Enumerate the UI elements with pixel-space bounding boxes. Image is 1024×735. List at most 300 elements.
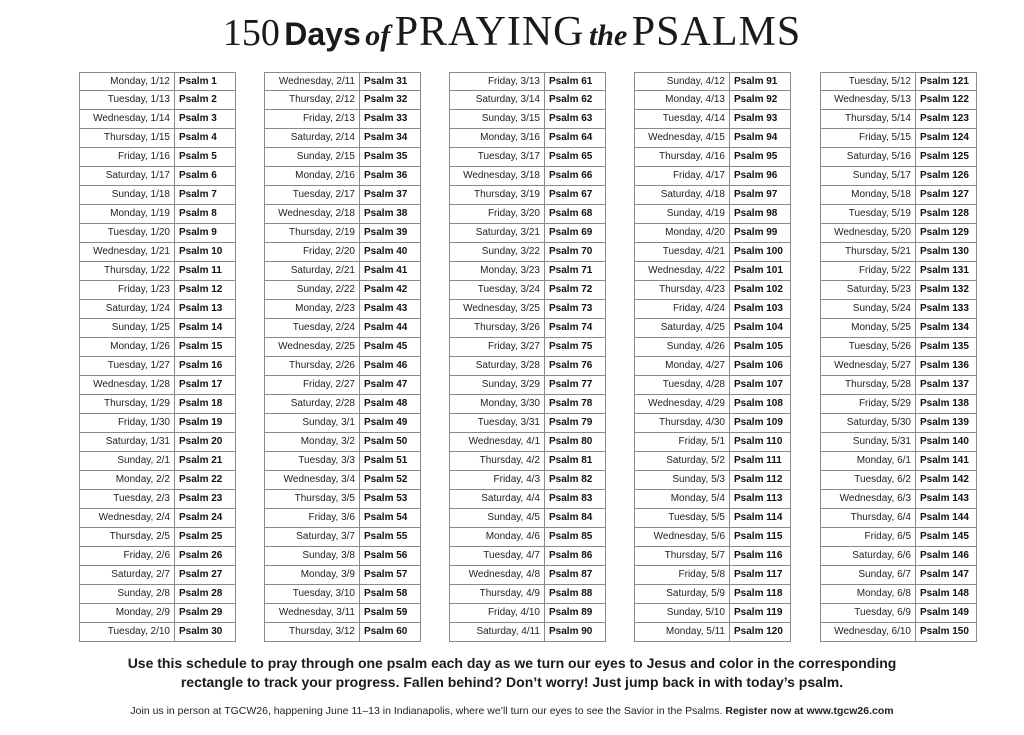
schedule-row[interactable] [820, 490, 977, 509]
schedule-row[interactable] [634, 509, 791, 528]
schedule-row[interactable] [820, 604, 977, 623]
psalm-cell[interactable]: Psalm 69 [544, 224, 606, 243]
psalm-cell[interactable]: Psalm 50 [359, 433, 421, 452]
psalm-cell[interactable]: Psalm 124 [915, 129, 977, 148]
schedule-row[interactable] [634, 376, 791, 395]
psalm-cell[interactable]: Psalm 83 [544, 490, 606, 509]
psalm-cell[interactable]: Psalm 51 [359, 452, 421, 471]
schedule-row[interactable] [449, 452, 606, 471]
psalm-cell[interactable]: Psalm 19 [174, 414, 236, 433]
schedule-row[interactable] [264, 585, 421, 604]
schedule-row[interactable] [264, 490, 421, 509]
schedule-row[interactable] [820, 91, 977, 110]
schedule-row[interactable] [79, 262, 236, 281]
schedule-row[interactable] [820, 167, 977, 186]
schedule-row[interactable] [264, 566, 421, 585]
schedule-row[interactable] [264, 395, 421, 414]
schedule-row[interactable] [79, 471, 236, 490]
psalm-cell[interactable]: Psalm 74 [544, 319, 606, 338]
schedule-row[interactable] [634, 243, 791, 262]
psalm-cell[interactable]: Psalm 20 [174, 433, 236, 452]
psalm-cell[interactable]: Psalm 70 [544, 243, 606, 262]
psalm-cell[interactable]: Psalm 45 [359, 338, 421, 357]
schedule-row[interactable] [449, 623, 606, 642]
psalm-cell[interactable]: Psalm 117 [729, 566, 791, 585]
psalm-cell[interactable]: Psalm 123 [915, 110, 977, 129]
psalm-cell[interactable]: Psalm 66 [544, 167, 606, 186]
psalm-cell[interactable]: Psalm 75 [544, 338, 606, 357]
schedule-row[interactable] [820, 148, 977, 167]
schedule-row[interactable] [449, 490, 606, 509]
psalm-cell[interactable]: Psalm 40 [359, 243, 421, 262]
schedule-row[interactable] [820, 585, 977, 604]
psalm-cell[interactable]: Psalm 60 [359, 623, 421, 642]
schedule-row[interactable] [79, 167, 236, 186]
psalm-cell[interactable]: Psalm 128 [915, 205, 977, 224]
schedule-row[interactable] [820, 72, 977, 91]
schedule-row[interactable] [79, 433, 236, 452]
schedule-row[interactable] [820, 281, 977, 300]
psalm-cell[interactable]: Psalm 32 [359, 91, 421, 110]
psalm-cell[interactable]: Psalm 57 [359, 566, 421, 585]
schedule-row[interactable] [634, 452, 791, 471]
psalm-cell[interactable]: Psalm 28 [174, 585, 236, 604]
schedule-row[interactable] [634, 148, 791, 167]
schedule-row[interactable] [820, 129, 977, 148]
psalm-cell[interactable]: Psalm 76 [544, 357, 606, 376]
psalm-cell[interactable]: Psalm 129 [915, 224, 977, 243]
psalm-cell[interactable]: Psalm 131 [915, 262, 977, 281]
schedule-row[interactable] [449, 72, 606, 91]
schedule-row[interactable] [820, 566, 977, 585]
psalm-cell[interactable]: Psalm 7 [174, 186, 236, 205]
schedule-row[interactable] [449, 224, 606, 243]
psalm-cell[interactable]: Psalm 42 [359, 281, 421, 300]
psalm-cell[interactable]: Psalm 80 [544, 433, 606, 452]
psalm-cell[interactable]: Psalm 126 [915, 167, 977, 186]
schedule-row[interactable] [79, 509, 236, 528]
psalm-cell[interactable]: Psalm 77 [544, 376, 606, 395]
psalm-cell[interactable]: Psalm 101 [729, 262, 791, 281]
psalm-cell[interactable]: Psalm 135 [915, 338, 977, 357]
schedule-row[interactable] [79, 528, 236, 547]
schedule-row[interactable] [264, 547, 421, 566]
psalm-cell[interactable]: Psalm 14 [174, 319, 236, 338]
schedule-row[interactable] [79, 395, 236, 414]
psalm-cell[interactable]: Psalm 103 [729, 300, 791, 319]
psalm-cell[interactable]: Psalm 140 [915, 433, 977, 452]
psalm-cell[interactable]: Psalm 68 [544, 205, 606, 224]
psalm-cell[interactable]: Psalm 114 [729, 509, 791, 528]
psalm-cell[interactable]: Psalm 6 [174, 167, 236, 186]
schedule-row[interactable] [634, 110, 791, 129]
psalm-cell[interactable]: Psalm 118 [729, 585, 791, 604]
schedule-row[interactable] [79, 281, 236, 300]
schedule-row[interactable] [264, 281, 421, 300]
psalm-cell[interactable]: Psalm 58 [359, 585, 421, 604]
schedule-row[interactable] [449, 395, 606, 414]
psalm-cell[interactable]: Psalm 2 [174, 91, 236, 110]
psalm-cell[interactable]: Psalm 109 [729, 414, 791, 433]
schedule-row[interactable] [264, 205, 421, 224]
schedule-row[interactable] [79, 319, 236, 338]
psalm-cell[interactable]: Psalm 29 [174, 604, 236, 623]
schedule-row[interactable] [634, 547, 791, 566]
schedule-row[interactable] [449, 167, 606, 186]
schedule-row[interactable] [634, 623, 791, 642]
schedule-row[interactable] [79, 357, 236, 376]
schedule-row[interactable] [449, 604, 606, 623]
schedule-row[interactable] [264, 319, 421, 338]
psalm-cell[interactable]: Psalm 62 [544, 91, 606, 110]
psalm-cell[interactable]: Psalm 133 [915, 300, 977, 319]
psalm-cell[interactable]: Psalm 56 [359, 547, 421, 566]
schedule-row[interactable] [634, 281, 791, 300]
schedule-row[interactable] [820, 186, 977, 205]
schedule-row[interactable] [79, 547, 236, 566]
psalm-cell[interactable]: Psalm 54 [359, 509, 421, 528]
schedule-row[interactable] [264, 376, 421, 395]
psalm-cell[interactable]: Psalm 3 [174, 110, 236, 129]
psalm-cell[interactable]: Psalm 116 [729, 547, 791, 566]
psalm-cell[interactable]: Psalm 144 [915, 509, 977, 528]
schedule-row[interactable] [264, 414, 421, 433]
psalm-cell[interactable]: Psalm 143 [915, 490, 977, 509]
psalm-cell[interactable]: Psalm 125 [915, 148, 977, 167]
schedule-row[interactable] [264, 528, 421, 547]
schedule-row[interactable] [264, 471, 421, 490]
psalm-cell[interactable]: Psalm 99 [729, 224, 791, 243]
psalm-cell[interactable]: Psalm 136 [915, 357, 977, 376]
psalm-cell[interactable]: Psalm 148 [915, 585, 977, 604]
schedule-row[interactable] [264, 224, 421, 243]
psalm-cell[interactable]: Psalm 127 [915, 186, 977, 205]
psalm-cell[interactable]: Psalm 31 [359, 72, 421, 91]
psalm-cell[interactable]: Psalm 39 [359, 224, 421, 243]
schedule-row[interactable] [820, 319, 977, 338]
schedule-row[interactable] [820, 300, 977, 319]
psalm-cell[interactable]: Psalm 71 [544, 262, 606, 281]
schedule-row[interactable] [264, 110, 421, 129]
schedule-row[interactable] [449, 433, 606, 452]
schedule-row[interactable] [820, 433, 977, 452]
schedule-row[interactable] [449, 205, 606, 224]
psalm-cell[interactable]: Psalm 108 [729, 395, 791, 414]
schedule-row[interactable] [79, 376, 236, 395]
psalm-cell[interactable]: Psalm 8 [174, 205, 236, 224]
psalm-cell[interactable]: Psalm 27 [174, 566, 236, 585]
schedule-row[interactable] [79, 72, 236, 91]
schedule-row[interactable] [79, 490, 236, 509]
psalm-cell[interactable]: Psalm 33 [359, 110, 421, 129]
schedule-row[interactable] [264, 186, 421, 205]
schedule-row[interactable] [264, 509, 421, 528]
schedule-row[interactable] [79, 585, 236, 604]
psalm-cell[interactable]: Psalm 73 [544, 300, 606, 319]
psalm-cell[interactable]: Psalm 64 [544, 129, 606, 148]
schedule-row[interactable] [634, 433, 791, 452]
psalm-cell[interactable]: Psalm 106 [729, 357, 791, 376]
psalm-cell[interactable]: Psalm 104 [729, 319, 791, 338]
psalm-cell[interactable]: Psalm 5 [174, 148, 236, 167]
psalm-cell[interactable]: Psalm 79 [544, 414, 606, 433]
schedule-row[interactable] [264, 433, 421, 452]
schedule-row[interactable] [264, 604, 421, 623]
schedule-row[interactable] [820, 623, 977, 642]
schedule-row[interactable] [820, 224, 977, 243]
psalm-cell[interactable]: Psalm 105 [729, 338, 791, 357]
psalm-cell[interactable]: Psalm 17 [174, 376, 236, 395]
psalm-cell[interactable]: Psalm 121 [915, 72, 977, 91]
schedule-row[interactable] [79, 110, 236, 129]
psalm-cell[interactable]: Psalm 97 [729, 186, 791, 205]
schedule-row[interactable] [264, 243, 421, 262]
psalm-cell[interactable]: Psalm 30 [174, 623, 236, 642]
schedule-row[interactable] [264, 338, 421, 357]
schedule-row[interactable] [820, 395, 977, 414]
psalm-cell[interactable]: Psalm 111 [729, 452, 791, 471]
psalm-cell[interactable]: Psalm 98 [729, 205, 791, 224]
psalm-cell[interactable]: Psalm 67 [544, 186, 606, 205]
psalm-cell[interactable]: Psalm 89 [544, 604, 606, 623]
schedule-row[interactable] [79, 91, 236, 110]
schedule-row[interactable] [820, 471, 977, 490]
schedule-row[interactable] [264, 452, 421, 471]
schedule-row[interactable] [449, 319, 606, 338]
schedule-row[interactable] [79, 604, 236, 623]
psalm-cell[interactable]: Psalm 120 [729, 623, 791, 642]
psalm-cell[interactable]: Psalm 119 [729, 604, 791, 623]
psalm-cell[interactable]: Psalm 49 [359, 414, 421, 433]
psalm-cell[interactable]: Psalm 65 [544, 148, 606, 167]
schedule-row[interactable] [79, 452, 236, 471]
psalm-cell[interactable]: Psalm 146 [915, 547, 977, 566]
psalm-cell[interactable]: Psalm 1 [174, 72, 236, 91]
schedule-row[interactable] [634, 167, 791, 186]
schedule-row[interactable] [449, 129, 606, 148]
schedule-row[interactable] [79, 186, 236, 205]
psalm-cell[interactable]: Psalm 84 [544, 509, 606, 528]
psalm-cell[interactable]: Psalm 37 [359, 186, 421, 205]
schedule-row[interactable] [449, 471, 606, 490]
schedule-row[interactable] [634, 186, 791, 205]
psalm-cell[interactable]: Psalm 122 [915, 91, 977, 110]
schedule-row[interactable] [449, 566, 606, 585]
psalm-cell[interactable]: Psalm 95 [729, 148, 791, 167]
psalm-cell[interactable]: Psalm 115 [729, 528, 791, 547]
schedule-row[interactable] [634, 414, 791, 433]
schedule-row[interactable] [634, 566, 791, 585]
schedule-row[interactable] [449, 186, 606, 205]
psalm-cell[interactable]: Psalm 96 [729, 167, 791, 186]
psalm-cell[interactable]: Psalm 18 [174, 395, 236, 414]
psalm-cell[interactable]: Psalm 53 [359, 490, 421, 509]
schedule-row[interactable] [820, 376, 977, 395]
psalm-cell[interactable]: Psalm 26 [174, 547, 236, 566]
psalm-cell[interactable]: Psalm 24 [174, 509, 236, 528]
schedule-row[interactable] [79, 414, 236, 433]
psalm-cell[interactable]: Psalm 132 [915, 281, 977, 300]
schedule-row[interactable] [79, 224, 236, 243]
psalm-cell[interactable]: Psalm 12 [174, 281, 236, 300]
psalm-cell[interactable]: Psalm 72 [544, 281, 606, 300]
schedule-row[interactable] [634, 357, 791, 376]
psalm-cell[interactable]: Psalm 139 [915, 414, 977, 433]
schedule-row[interactable] [820, 338, 977, 357]
schedule-row[interactable] [634, 319, 791, 338]
psalm-cell[interactable]: Psalm 92 [729, 91, 791, 110]
psalm-cell[interactable]: Psalm 94 [729, 129, 791, 148]
schedule-row[interactable] [79, 300, 236, 319]
schedule-row[interactable] [634, 205, 791, 224]
psalm-cell[interactable]: Psalm 90 [544, 623, 606, 642]
schedule-row[interactable] [264, 623, 421, 642]
schedule-row[interactable] [449, 243, 606, 262]
schedule-row[interactable] [264, 357, 421, 376]
psalm-cell[interactable]: Psalm 63 [544, 110, 606, 129]
schedule-row[interactable] [79, 148, 236, 167]
psalm-cell[interactable]: Psalm 22 [174, 471, 236, 490]
psalm-cell[interactable]: Psalm 138 [915, 395, 977, 414]
schedule-row[interactable] [264, 129, 421, 148]
psalm-cell[interactable]: Psalm 113 [729, 490, 791, 509]
schedule-row[interactable] [634, 490, 791, 509]
psalm-cell[interactable]: Psalm 38 [359, 205, 421, 224]
schedule-row[interactable] [264, 300, 421, 319]
psalm-cell[interactable]: Psalm 102 [729, 281, 791, 300]
schedule-row[interactable] [79, 338, 236, 357]
schedule-row[interactable] [634, 91, 791, 110]
psalm-cell[interactable]: Psalm 48 [359, 395, 421, 414]
schedule-row[interactable] [634, 129, 791, 148]
psalm-cell[interactable]: Psalm 59 [359, 604, 421, 623]
psalm-cell[interactable]: Psalm 112 [729, 471, 791, 490]
schedule-row[interactable] [634, 300, 791, 319]
psalm-cell[interactable]: Psalm 150 [915, 623, 977, 642]
schedule-row[interactable] [449, 148, 606, 167]
psalm-cell[interactable]: Psalm 21 [174, 452, 236, 471]
psalm-cell[interactable]: Psalm 34 [359, 129, 421, 148]
schedule-row[interactable] [449, 338, 606, 357]
psalm-cell[interactable]: Psalm 134 [915, 319, 977, 338]
psalm-cell[interactable]: Psalm 142 [915, 471, 977, 490]
psalm-cell[interactable]: Psalm 11 [174, 262, 236, 281]
schedule-row[interactable] [264, 148, 421, 167]
schedule-row[interactable] [449, 300, 606, 319]
schedule-row[interactable] [820, 452, 977, 471]
schedule-row[interactable] [449, 547, 606, 566]
psalm-cell[interactable]: Psalm 141 [915, 452, 977, 471]
psalm-cell[interactable]: Psalm 86 [544, 547, 606, 566]
schedule-row[interactable] [634, 262, 791, 281]
schedule-row[interactable] [820, 414, 977, 433]
psalm-cell[interactable]: Psalm 23 [174, 490, 236, 509]
psalm-cell[interactable]: Psalm 55 [359, 528, 421, 547]
schedule-row[interactable] [634, 585, 791, 604]
schedule-row[interactable] [820, 262, 977, 281]
psalm-cell[interactable]: Psalm 147 [915, 566, 977, 585]
psalm-cell[interactable]: Psalm 10 [174, 243, 236, 262]
psalm-cell[interactable]: Psalm 145 [915, 528, 977, 547]
schedule-row[interactable] [79, 566, 236, 585]
psalm-cell[interactable]: Psalm 78 [544, 395, 606, 414]
schedule-row[interactable] [449, 414, 606, 433]
psalm-cell[interactable]: Psalm 85 [544, 528, 606, 547]
psalm-cell[interactable]: Psalm 82 [544, 471, 606, 490]
schedule-row[interactable] [79, 243, 236, 262]
schedule-row[interactable] [820, 205, 977, 224]
schedule-row[interactable] [449, 376, 606, 395]
schedule-row[interactable] [449, 262, 606, 281]
schedule-row[interactable] [634, 604, 791, 623]
schedule-row[interactable] [820, 110, 977, 129]
psalm-cell[interactable]: Psalm 43 [359, 300, 421, 319]
schedule-row[interactable] [79, 623, 236, 642]
schedule-row[interactable] [79, 205, 236, 224]
psalm-cell[interactable]: Psalm 130 [915, 243, 977, 262]
psalm-cell[interactable]: Psalm 15 [174, 338, 236, 357]
psalm-cell[interactable]: Psalm 100 [729, 243, 791, 262]
schedule-row[interactable] [264, 262, 421, 281]
psalm-cell[interactable]: Psalm 93 [729, 110, 791, 129]
schedule-row[interactable] [264, 72, 421, 91]
psalm-cell[interactable]: Psalm 25 [174, 528, 236, 547]
psalm-cell[interactable]: Psalm 47 [359, 376, 421, 395]
schedule-row[interactable] [820, 357, 977, 376]
psalm-cell[interactable]: Psalm 9 [174, 224, 236, 243]
psalm-cell[interactable]: Psalm 137 [915, 376, 977, 395]
schedule-row[interactable] [634, 471, 791, 490]
schedule-row[interactable] [449, 110, 606, 129]
psalm-cell[interactable]: Psalm 149 [915, 604, 977, 623]
schedule-row[interactable] [634, 338, 791, 357]
psalm-cell[interactable]: Psalm 36 [359, 167, 421, 186]
psalm-cell[interactable]: Psalm 52 [359, 471, 421, 490]
schedule-row[interactable] [634, 528, 791, 547]
schedule-row[interactable] [449, 585, 606, 604]
psalm-cell[interactable]: Psalm 46 [359, 357, 421, 376]
schedule-row[interactable] [634, 72, 791, 91]
schedule-row[interactable] [634, 224, 791, 243]
schedule-row[interactable] [264, 91, 421, 110]
psalm-cell[interactable]: Psalm 44 [359, 319, 421, 338]
psalm-cell[interactable]: Psalm 13 [174, 300, 236, 319]
schedule-row[interactable] [264, 167, 421, 186]
schedule-row[interactable] [449, 509, 606, 528]
psalm-cell[interactable]: Psalm 87 [544, 566, 606, 585]
schedule-row[interactable] [820, 243, 977, 262]
psalm-cell[interactable]: Psalm 35 [359, 148, 421, 167]
schedule-row[interactable] [820, 528, 977, 547]
psalm-cell[interactable]: Psalm 16 [174, 357, 236, 376]
schedule-row[interactable] [449, 91, 606, 110]
psalm-cell[interactable]: Psalm 4 [174, 129, 236, 148]
schedule-row[interactable] [820, 509, 977, 528]
schedule-row[interactable] [449, 281, 606, 300]
schedule-row[interactable] [79, 129, 236, 148]
psalm-cell[interactable]: Psalm 88 [544, 585, 606, 604]
psalm-cell[interactable]: Psalm 91 [729, 72, 791, 91]
psalm-cell[interactable]: Psalm 110 [729, 433, 791, 452]
psalm-cell[interactable]: Psalm 81 [544, 452, 606, 471]
psalm-cell[interactable]: Psalm 107 [729, 376, 791, 395]
schedule-row[interactable] [449, 528, 606, 547]
schedule-row[interactable] [820, 547, 977, 566]
schedule-row[interactable] [449, 357, 606, 376]
psalm-cell[interactable]: Psalm 41 [359, 262, 421, 281]
schedule-row[interactable] [634, 395, 791, 414]
psalm-cell[interactable]: Psalm 61 [544, 72, 606, 91]
